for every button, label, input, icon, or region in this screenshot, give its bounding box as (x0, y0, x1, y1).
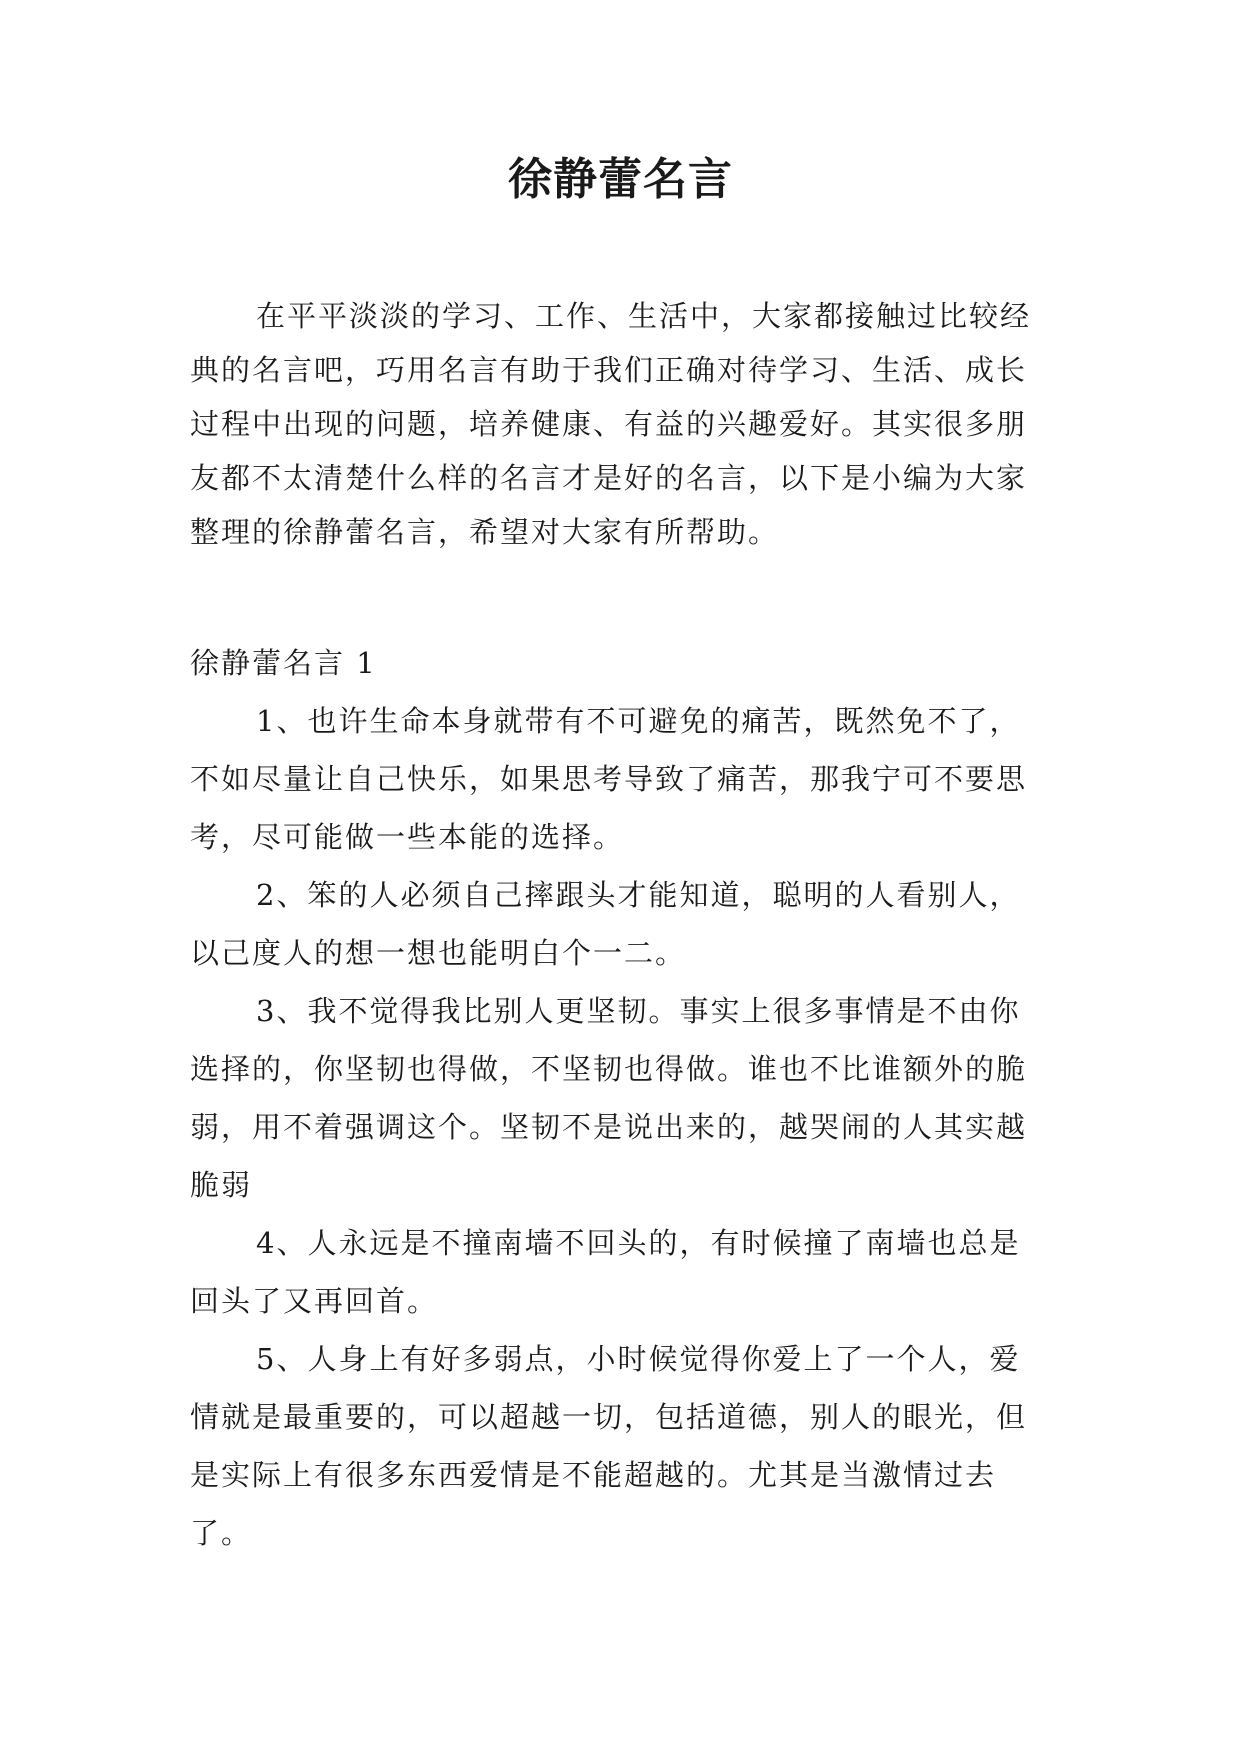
quote-list (190, 692, 1050, 1562)
quote-item-3: 3、我不觉得我比别人更坚韧。事实上很多事情是不由你选择的，你坚韧也得做，不坚韧也得做。谁也不比谁额外的脆弱，用不着强调这个。坚韧不是说出来的，越哭闹的人其实越脆弱 (190, 994, 1028, 1202)
section-heading: 徐静蕾名言 1 (190, 646, 377, 680)
quote-item-4: 4、人永远是不撞南墙不回头的，有时候撞了南墙也总是回头了又再回首。 (190, 1226, 1021, 1318)
quote-item-2: 2、笨的人必须自己摔跟头才能知道，聪明的人看别人，以己度人的想一想也能明白个一二。 (190, 878, 1021, 970)
document-title: 徐静蕾名言 (508, 154, 733, 205)
intro-paragraph: 在平平淡淡的学习、工作、生活中，大家都接触过比较经典的名言吧，巧用名言有助于我们正确对待学习、生活、成长过程中出现的问题，培养健康、有益的兴趣爱好。其实很多朋友都不太清楚什么样的名言才是好的名言，以下是小编为大家整理的徐静蕾名言，希望对大家有所帮助。 (190, 299, 1032, 549)
quote-item-1: 1、也许生命本身就带有不可避免的痛苦，既然免不了，不如尽量让自己快乐，如果思考导致了痛苦，那我宁可不要思考，尽可能做一些本能的选择。 (190, 704, 1028, 854)
quote-item-5: 5、人身上有好多弱点，小时候觉得你爱上了一个人，爱情就是最重要的，可以超越一切，包括道德，别人的眼光，但是实际上有很多东西爱情是不能超越的。尤其是当激情过去了。 (190, 1342, 1028, 1550)
